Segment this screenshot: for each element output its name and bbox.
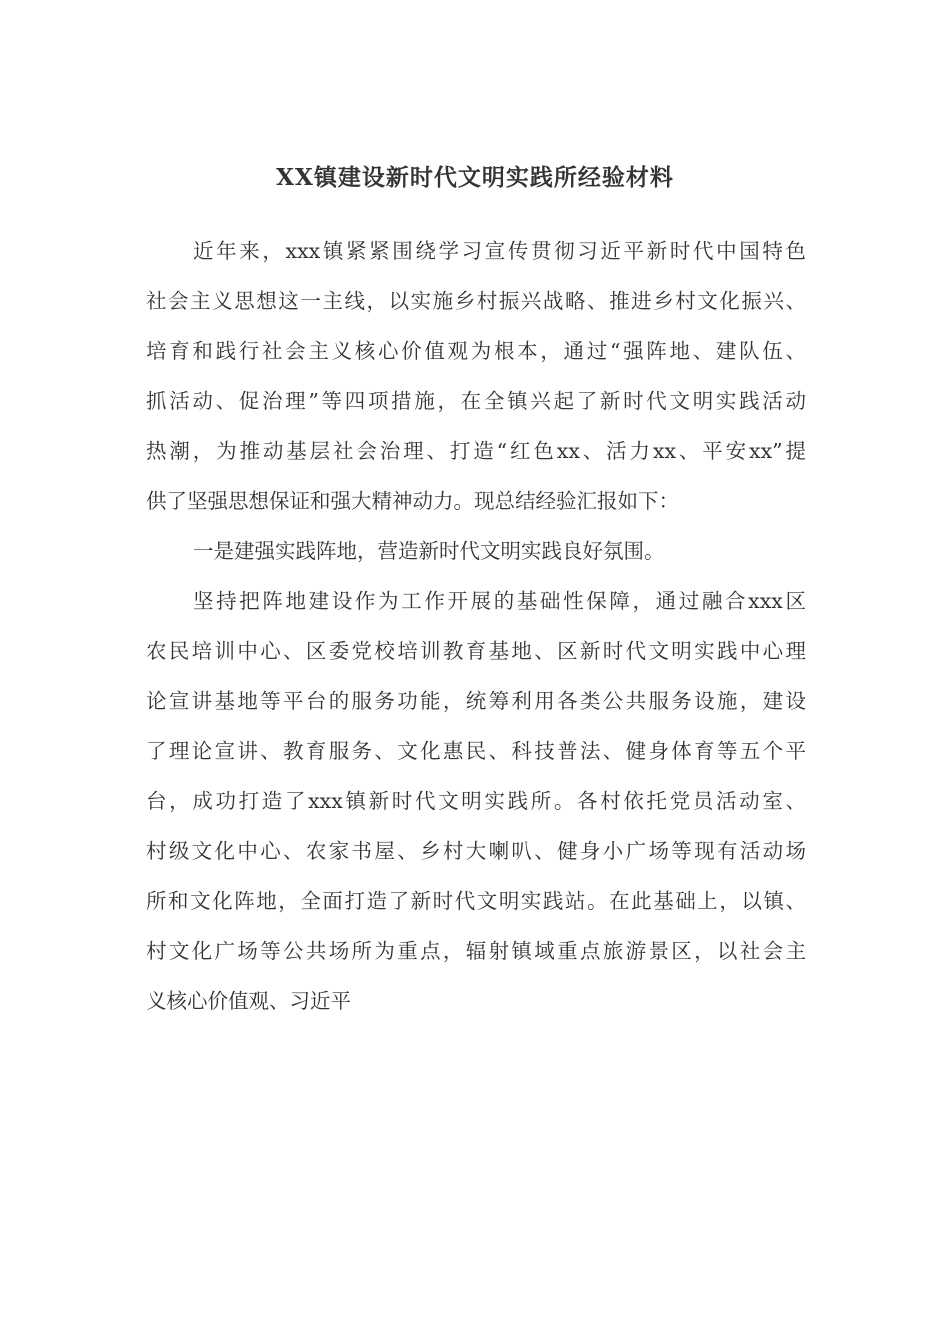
text-line: 坚持把阵地建设作为工作开展的基础性保障，通过融合xxx区 <box>193 589 806 613</box>
text-line: 近年来，xxx镇紧紧围绕学习宣传贯彻习近平新时代中国特色 <box>193 239 806 263</box>
text-line: 义核心价值观、习近平 <box>146 989 351 1013</box>
text-line: 论宣讲基地等平台的服务功能，统筹利用各类公共服务设施，建设 <box>146 689 806 713</box>
section-heading: 一是建强实践阵地，营造新时代文明实践良好氛围。 <box>193 539 665 563</box>
document-body <box>146 226 806 1026</box>
text-line: 抓活动、促治理”等四项措施，在全镇兴起了新时代文明实践活动 <box>146 389 806 413</box>
text-line: 所和文化阵地，全面打造了新时代文明实践站。在此基础上，以镇、 <box>146 889 806 913</box>
text-line: 村级文化中心、农家书屋、乡村大喇叭、健身小广场等现有活动场 <box>146 839 806 863</box>
text-line: 社会主义思想这一主线，以实施乡村振兴战略、推进乡村文化振兴、 <box>146 289 806 313</box>
document-title: XX镇建设新时代文明实践所经验材料 <box>276 164 674 191</box>
text-line: 供了坚强思想保证和强大精神动力。现总结经验汇报如下： <box>146 489 679 513</box>
text-line: 热潮，为推动基层社会治理、打造“红色xx、活力xx、平安xx”提 <box>146 439 806 463</box>
text-line: 了理论宣讲、教育服务、文化惠民、科技普法、健身体育等五个平 <box>146 739 806 763</box>
text-line: 台，成功打造了xxx镇新时代文明实践所。各村依托党员活动室、 <box>146 789 806 813</box>
text-line: 村文化广场等公共场所为重点，辐射镇域重点旅游景区，以社会主 <box>146 939 806 963</box>
text-line: 培育和践行社会主义核心价值观为根本，通过“强阵地、建队伍、 <box>146 339 806 363</box>
text-line: 农民培训中心、区委党校培训教育基地、区新时代文明实践中心理 <box>146 639 806 663</box>
